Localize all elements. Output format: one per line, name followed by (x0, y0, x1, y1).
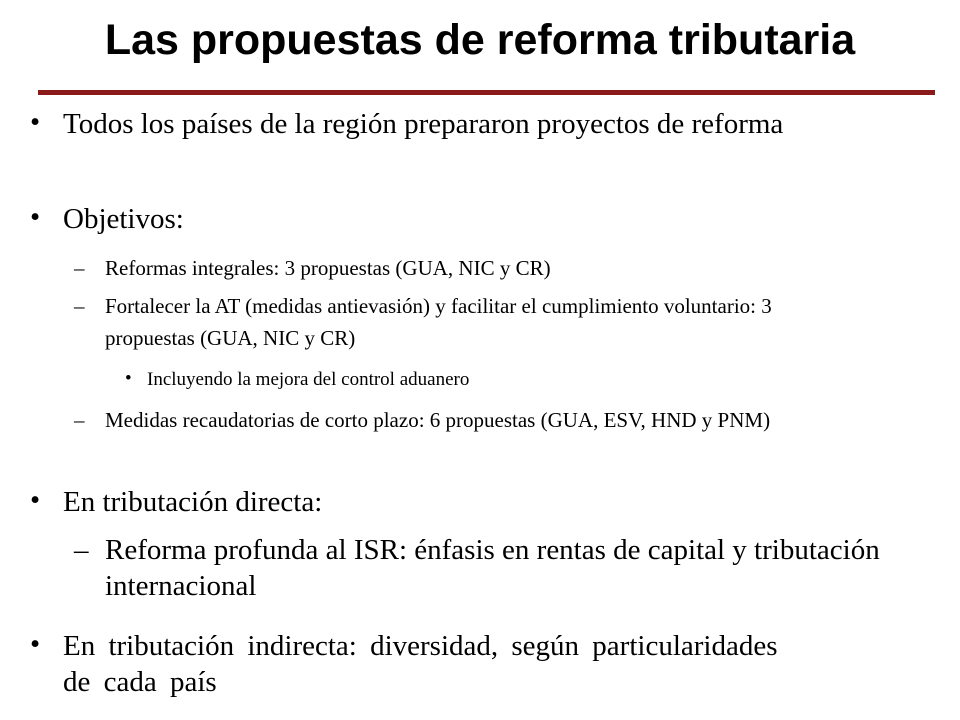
bullet-text: Objetivos: (63, 203, 184, 235)
bullet-icon: • (125, 368, 132, 389)
bullet-icon: • (30, 106, 41, 138)
dash-icon: – (74, 294, 85, 318)
sub-sub-item-text: Incluyendo la mejora del control aduanero (147, 369, 470, 390)
sub-item-text: Reformas integrales: 3 propuestas (GUA, NIC y CR) (105, 256, 551, 280)
bullet-text: En tributación indirecta: diversidad, según particularidades de cada país (63, 630, 778, 698)
bullet-text: En tributación directa: (63, 486, 323, 518)
sub-item-text: Reforma profunda al ISR: énfasis en rentas de capital y tributación internacional (105, 534, 880, 602)
bullet-icon: • (30, 484, 41, 516)
bullet-icon: • (30, 201, 41, 233)
dash-icon: – (74, 256, 85, 280)
sub-item-text: Medidas recaudatorias de corto plazo: 6 propuestas (GUA, ESV, HND y PNM) (105, 408, 771, 432)
sub-item-text: Fortalecer la AT (medidas antievasión) y facilitar el cumplimiento voluntario: 3 propuestas (GUA, NIC y CR) (105, 294, 772, 350)
slide-title: Las propuestas de reforma tributaria (104, 16, 856, 64)
dash-icon: – (74, 534, 89, 566)
bullet-text: Todos los países de la región prepararon proyectos de reforma (63, 108, 784, 140)
bullet-icon: • (30, 628, 41, 660)
dash-icon: – (74, 408, 85, 432)
